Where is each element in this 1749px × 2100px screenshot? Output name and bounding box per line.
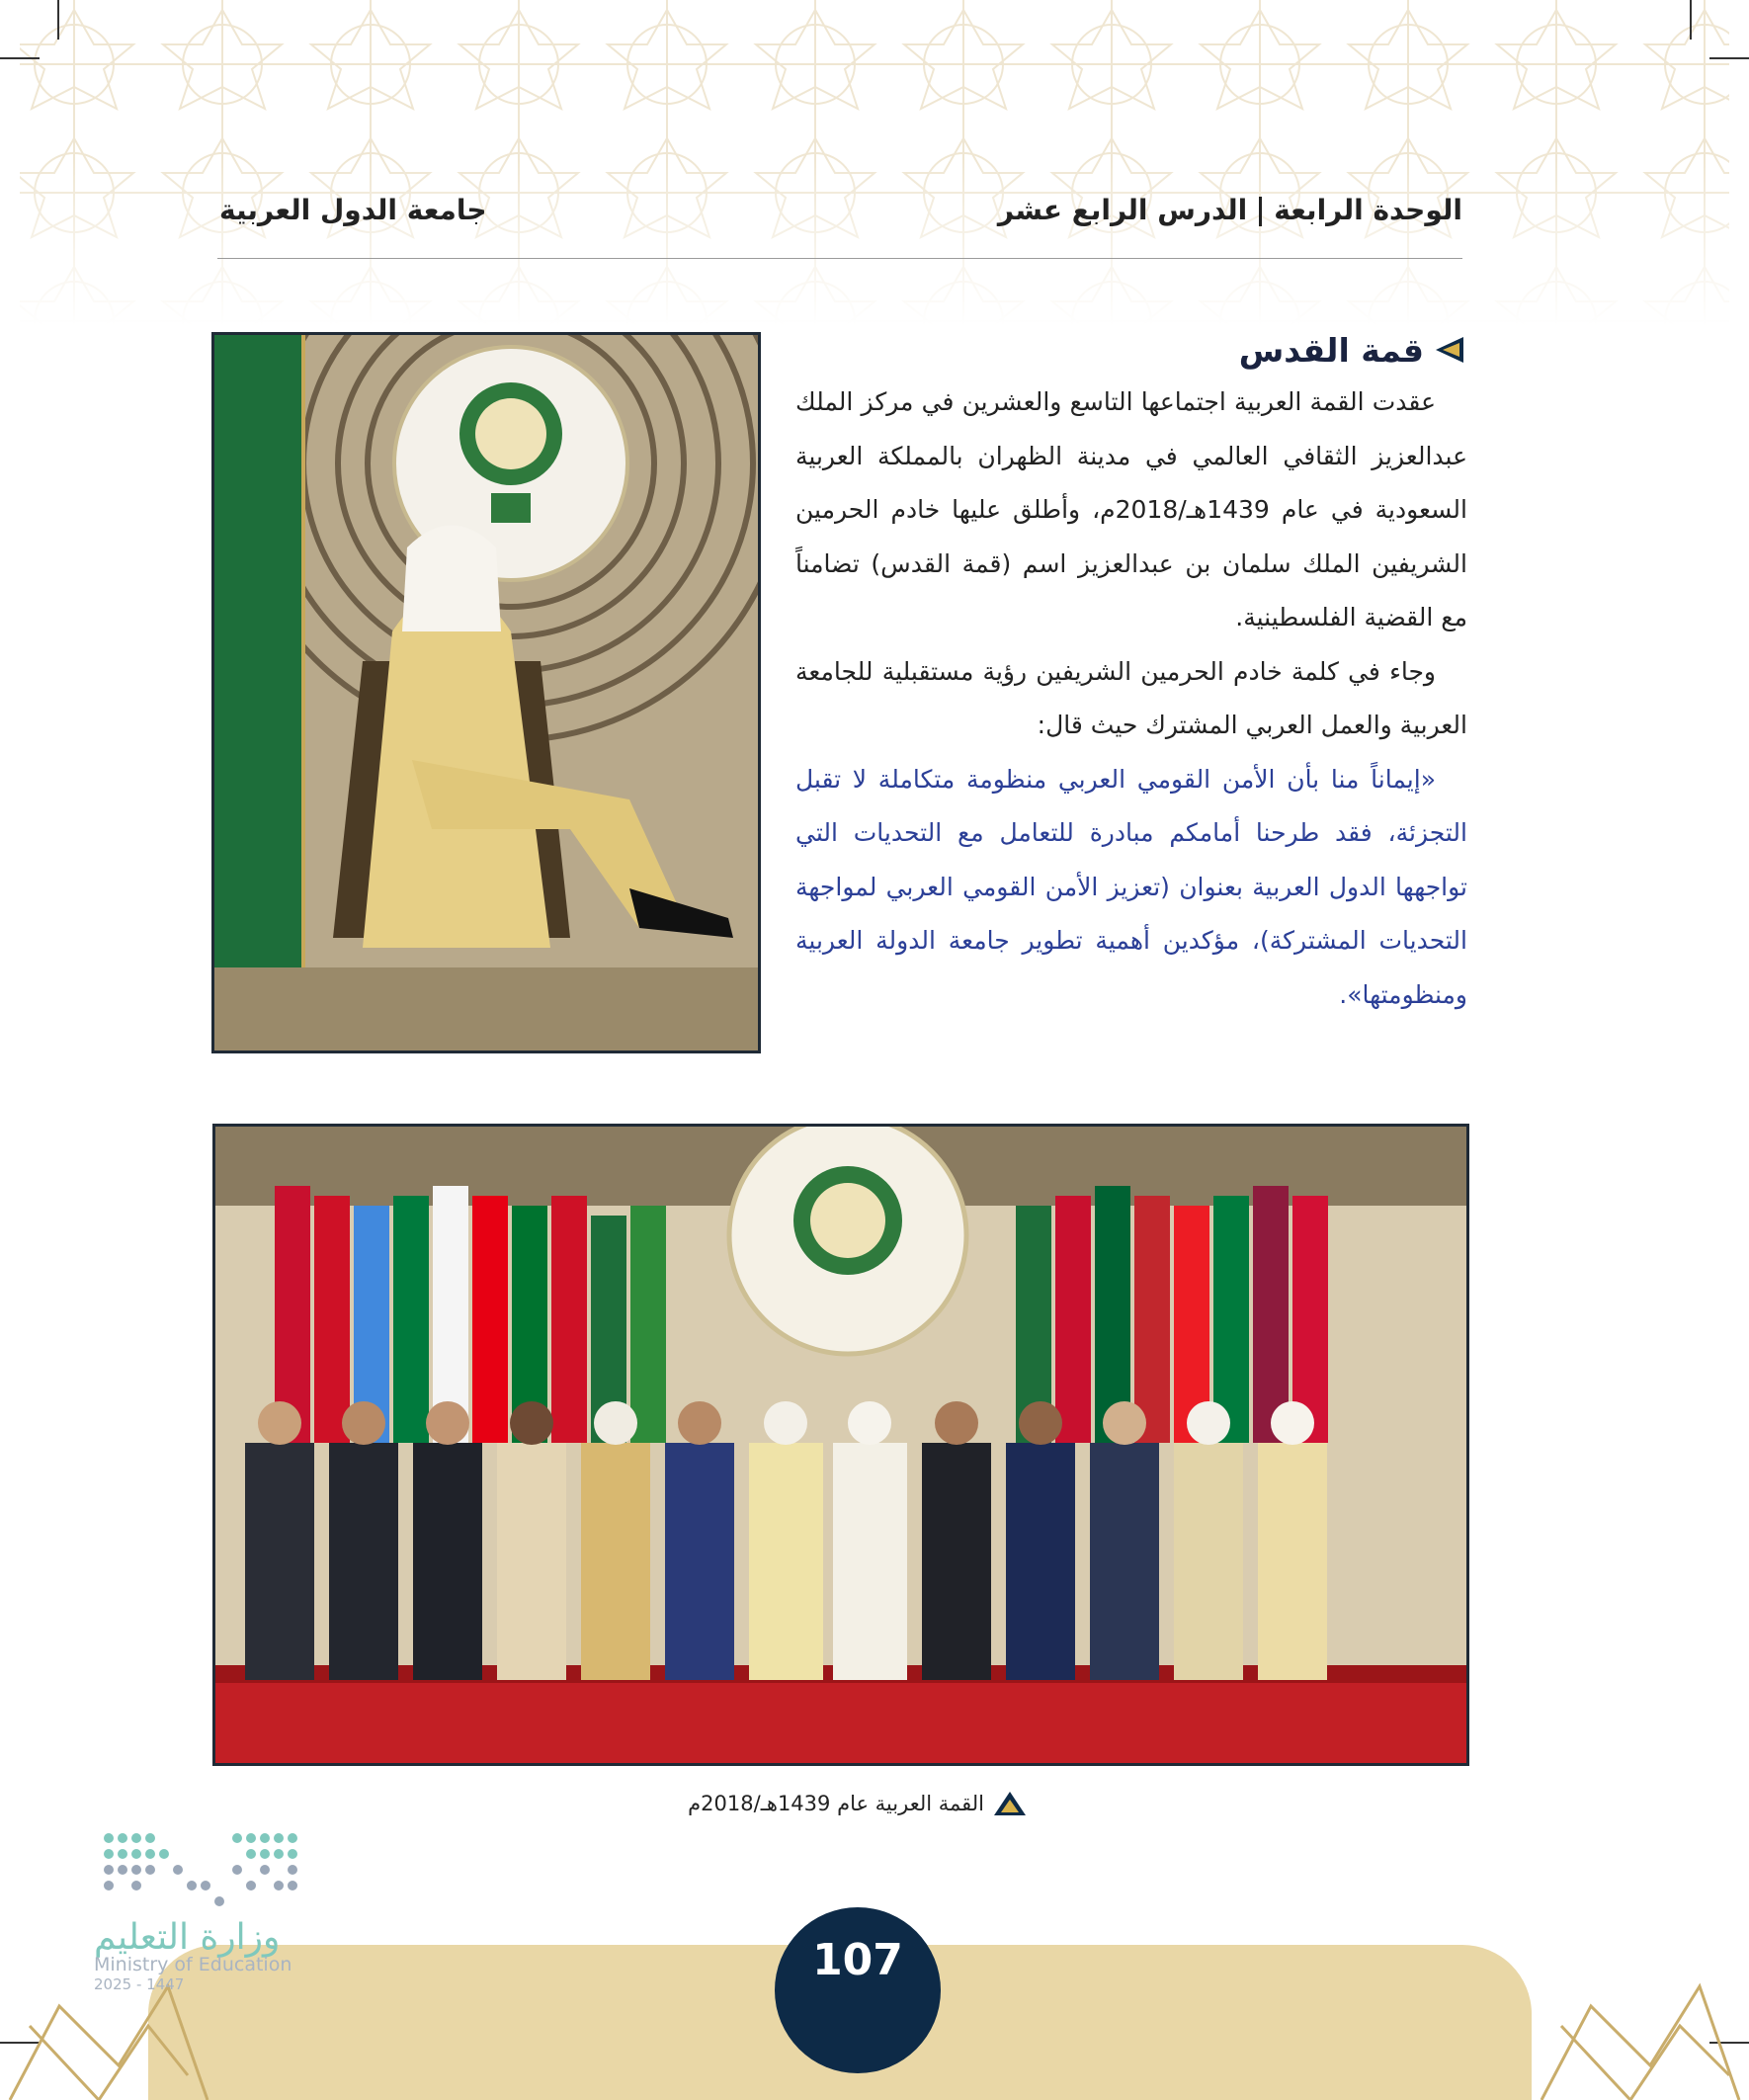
king-quote: «إيماناً منا بأن الأمن القومي العربي منظومة متكاملة لا تقبل التجزئة، فقد طرحنا أمامكم مبادرة للتعامل مع التحديات التي تواجهها الدول العربية بعنوان (تعزيز الأمن القومي العربي لمواجهة التحديات المشتركة)، مؤكدين أهمية تطوير جامعة الدولة العربية ومنظومتها». xyxy=(795,764,1467,1009)
page-number: 107 xyxy=(812,1935,903,1985)
text-column xyxy=(795,324,1467,1022)
header-separator xyxy=(1259,197,1262,226)
caption-text: القمة العربية عام 1439هـ/2018م xyxy=(688,1792,984,1815)
king-seated-photo xyxy=(211,332,761,1053)
running-header xyxy=(217,194,1462,235)
section-heading xyxy=(795,324,1467,376)
header-topic: جامعة الدول العربية xyxy=(219,194,487,226)
caption-triangle-icon xyxy=(992,1790,1028,1817)
header-pattern xyxy=(0,0,1749,326)
summit-group-photo xyxy=(212,1124,1469,1766)
ministry-year: 2025 - 1447 xyxy=(94,1975,185,1993)
crop-mark xyxy=(57,0,59,40)
page-number-badge xyxy=(775,1907,941,2073)
ministry-name-en: Ministry of Education xyxy=(94,1954,292,1975)
header-rule xyxy=(217,258,1462,259)
photo-caption xyxy=(672,1787,1028,1820)
header-lesson: الدرس الرابع عشر xyxy=(997,194,1248,226)
ministry-wordmark xyxy=(94,1917,331,1993)
crop-mark xyxy=(0,57,40,59)
crop-mark xyxy=(1690,0,1692,40)
crop-mark xyxy=(1709,57,1749,59)
paragraph-1: عقدت القمة العربية اجتماعها التاسع والعشرين في مركز الملك عبدالعزيز الثقافي العالمي في مدينة الظهران بالمملكة العربية السعودية في عام 1439هـ/2018م، وأطلق عليها خادم الحرمين الشريفين الملك سلمان بن عبدالعزيز اسم (قمة القدس) تضامناً مع القضية الفلسطينية. xyxy=(795,387,1467,631)
section-arrow-icon xyxy=(1434,335,1467,365)
paragraph-2: وجاء في كلمة خادم الحرمين الشريفين رؤية مستقبلية للجامعة العربية والعمل العربي المشترك حيث قال: xyxy=(795,656,1467,739)
section-title: قمة القدس xyxy=(1238,330,1424,370)
ministry-logo-icon xyxy=(89,1818,326,1917)
header-unit: الوحدة الرابعة xyxy=(1274,194,1462,226)
header-unit-lesson xyxy=(998,194,1462,226)
ministry-name-ar: وزارة التعليم xyxy=(94,1917,281,1958)
